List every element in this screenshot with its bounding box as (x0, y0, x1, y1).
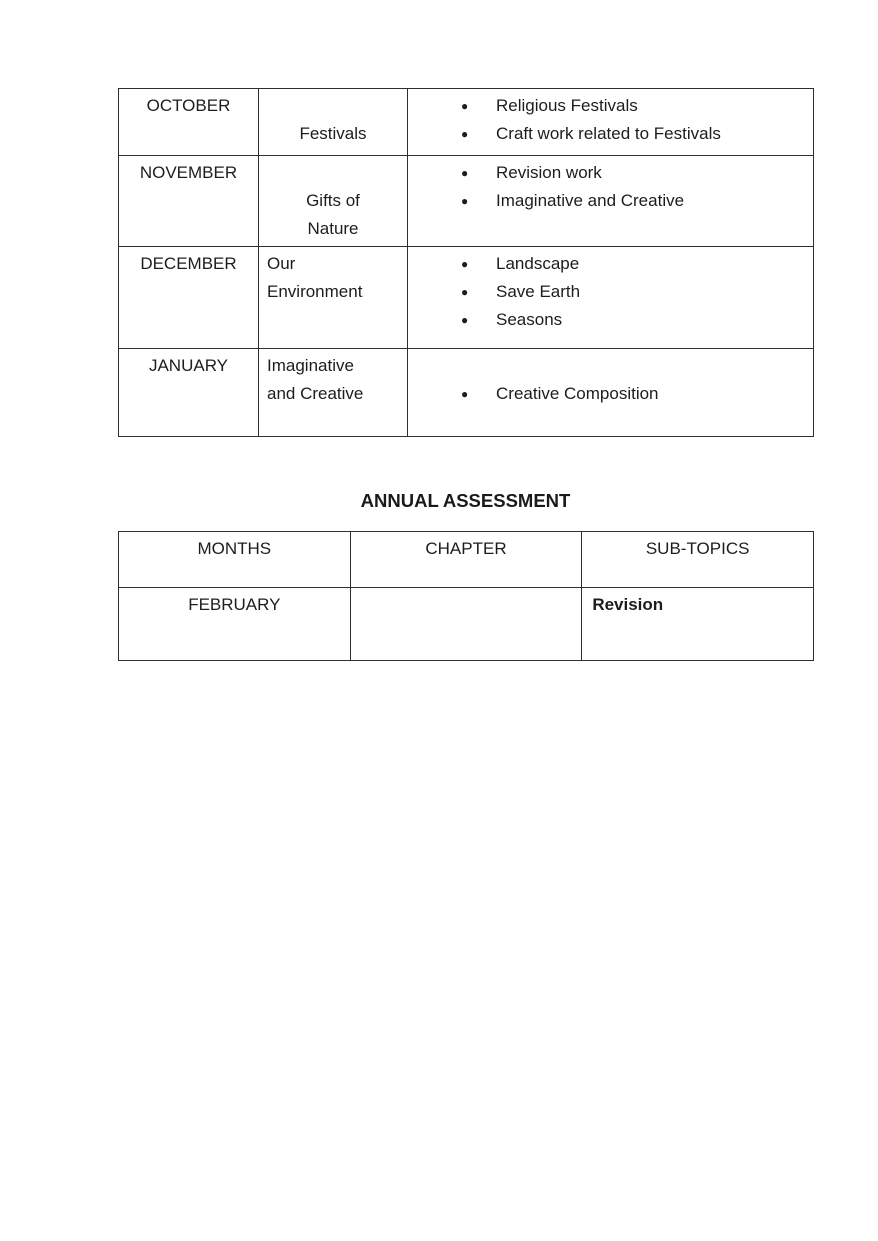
table-row (119, 349, 814, 437)
topic-list (408, 352, 813, 408)
table-row (119, 247, 814, 349)
table-row (119, 156, 814, 247)
chapter-line: Gifts of (306, 191, 360, 210)
header-months: MONTHS (119, 532, 351, 588)
month-cell-november: NOVEMBER (119, 156, 259, 247)
chapter-line: Our (267, 254, 296, 273)
chapter-line: Environment (267, 282, 363, 301)
table-row (119, 588, 814, 661)
topic-list (408, 92, 813, 148)
topic-list (408, 159, 813, 215)
chapter-cell (259, 349, 408, 437)
bullet-icon: ● (461, 166, 469, 180)
chapter-line: and Creative (267, 384, 364, 403)
syllabus-table (118, 88, 814, 437)
header-sub-topics: SUB-TOPICS (582, 532, 814, 588)
topic-text: Religious Festivals (496, 96, 638, 115)
bullet-icon: ● (461, 387, 469, 401)
bullet-icon: ● (461, 257, 469, 271)
header-chapter: CHAPTER (350, 532, 582, 588)
list-item (408, 306, 813, 334)
list-item (408, 380, 813, 408)
subtopics-cell (408, 247, 814, 349)
list-item (408, 92, 813, 120)
table-row (119, 89, 814, 156)
chapter-cell (350, 588, 582, 661)
topic-text: Save Earth (496, 282, 581, 301)
list-item (408, 278, 813, 306)
month-cell-february: FEBRUARY (119, 588, 351, 661)
month-cell-october: OCTOBER (119, 89, 259, 156)
list-item (408, 187, 813, 215)
document-page (118, 88, 813, 661)
topic-list (408, 250, 813, 334)
chapter-line: Nature (307, 219, 359, 238)
chapter-cell (259, 156, 408, 247)
bullet-icon: ● (461, 313, 469, 327)
subtopics-cell (408, 349, 814, 437)
month-cell-december: DECEMBER (119, 247, 259, 349)
bullet-icon: ● (461, 127, 469, 141)
subtopics-cell (408, 156, 814, 247)
topic-text: Craft work related to Festivals (496, 124, 721, 143)
list-item (408, 250, 813, 278)
bullet-icon: ● (461, 194, 469, 208)
chapter-line: Festivals (299, 124, 367, 143)
chapter-cell (259, 89, 408, 156)
topic-text: Creative Composition (496, 384, 659, 403)
topic-text: Revision work (496, 163, 602, 182)
topic-text: Imaginative and Creative (496, 191, 685, 210)
chapter-line: Imaginative (267, 356, 354, 375)
list-item (408, 159, 813, 187)
bullet-icon: ● (461, 285, 469, 299)
subtopics-cell: Revision (582, 588, 814, 661)
table-header-row (119, 532, 814, 588)
bullet-icon: ● (461, 99, 469, 113)
topic-text: Seasons (496, 310, 563, 329)
annual-assessment-heading: ANNUAL ASSESSMENT (360, 490, 571, 511)
chapter-cell (259, 247, 408, 349)
subtopics-cell (408, 89, 814, 156)
annual-assessment-table (118, 531, 814, 661)
month-cell-january: JANUARY (119, 349, 259, 437)
topic-text: Landscape (496, 254, 580, 273)
list-item (408, 120, 813, 148)
